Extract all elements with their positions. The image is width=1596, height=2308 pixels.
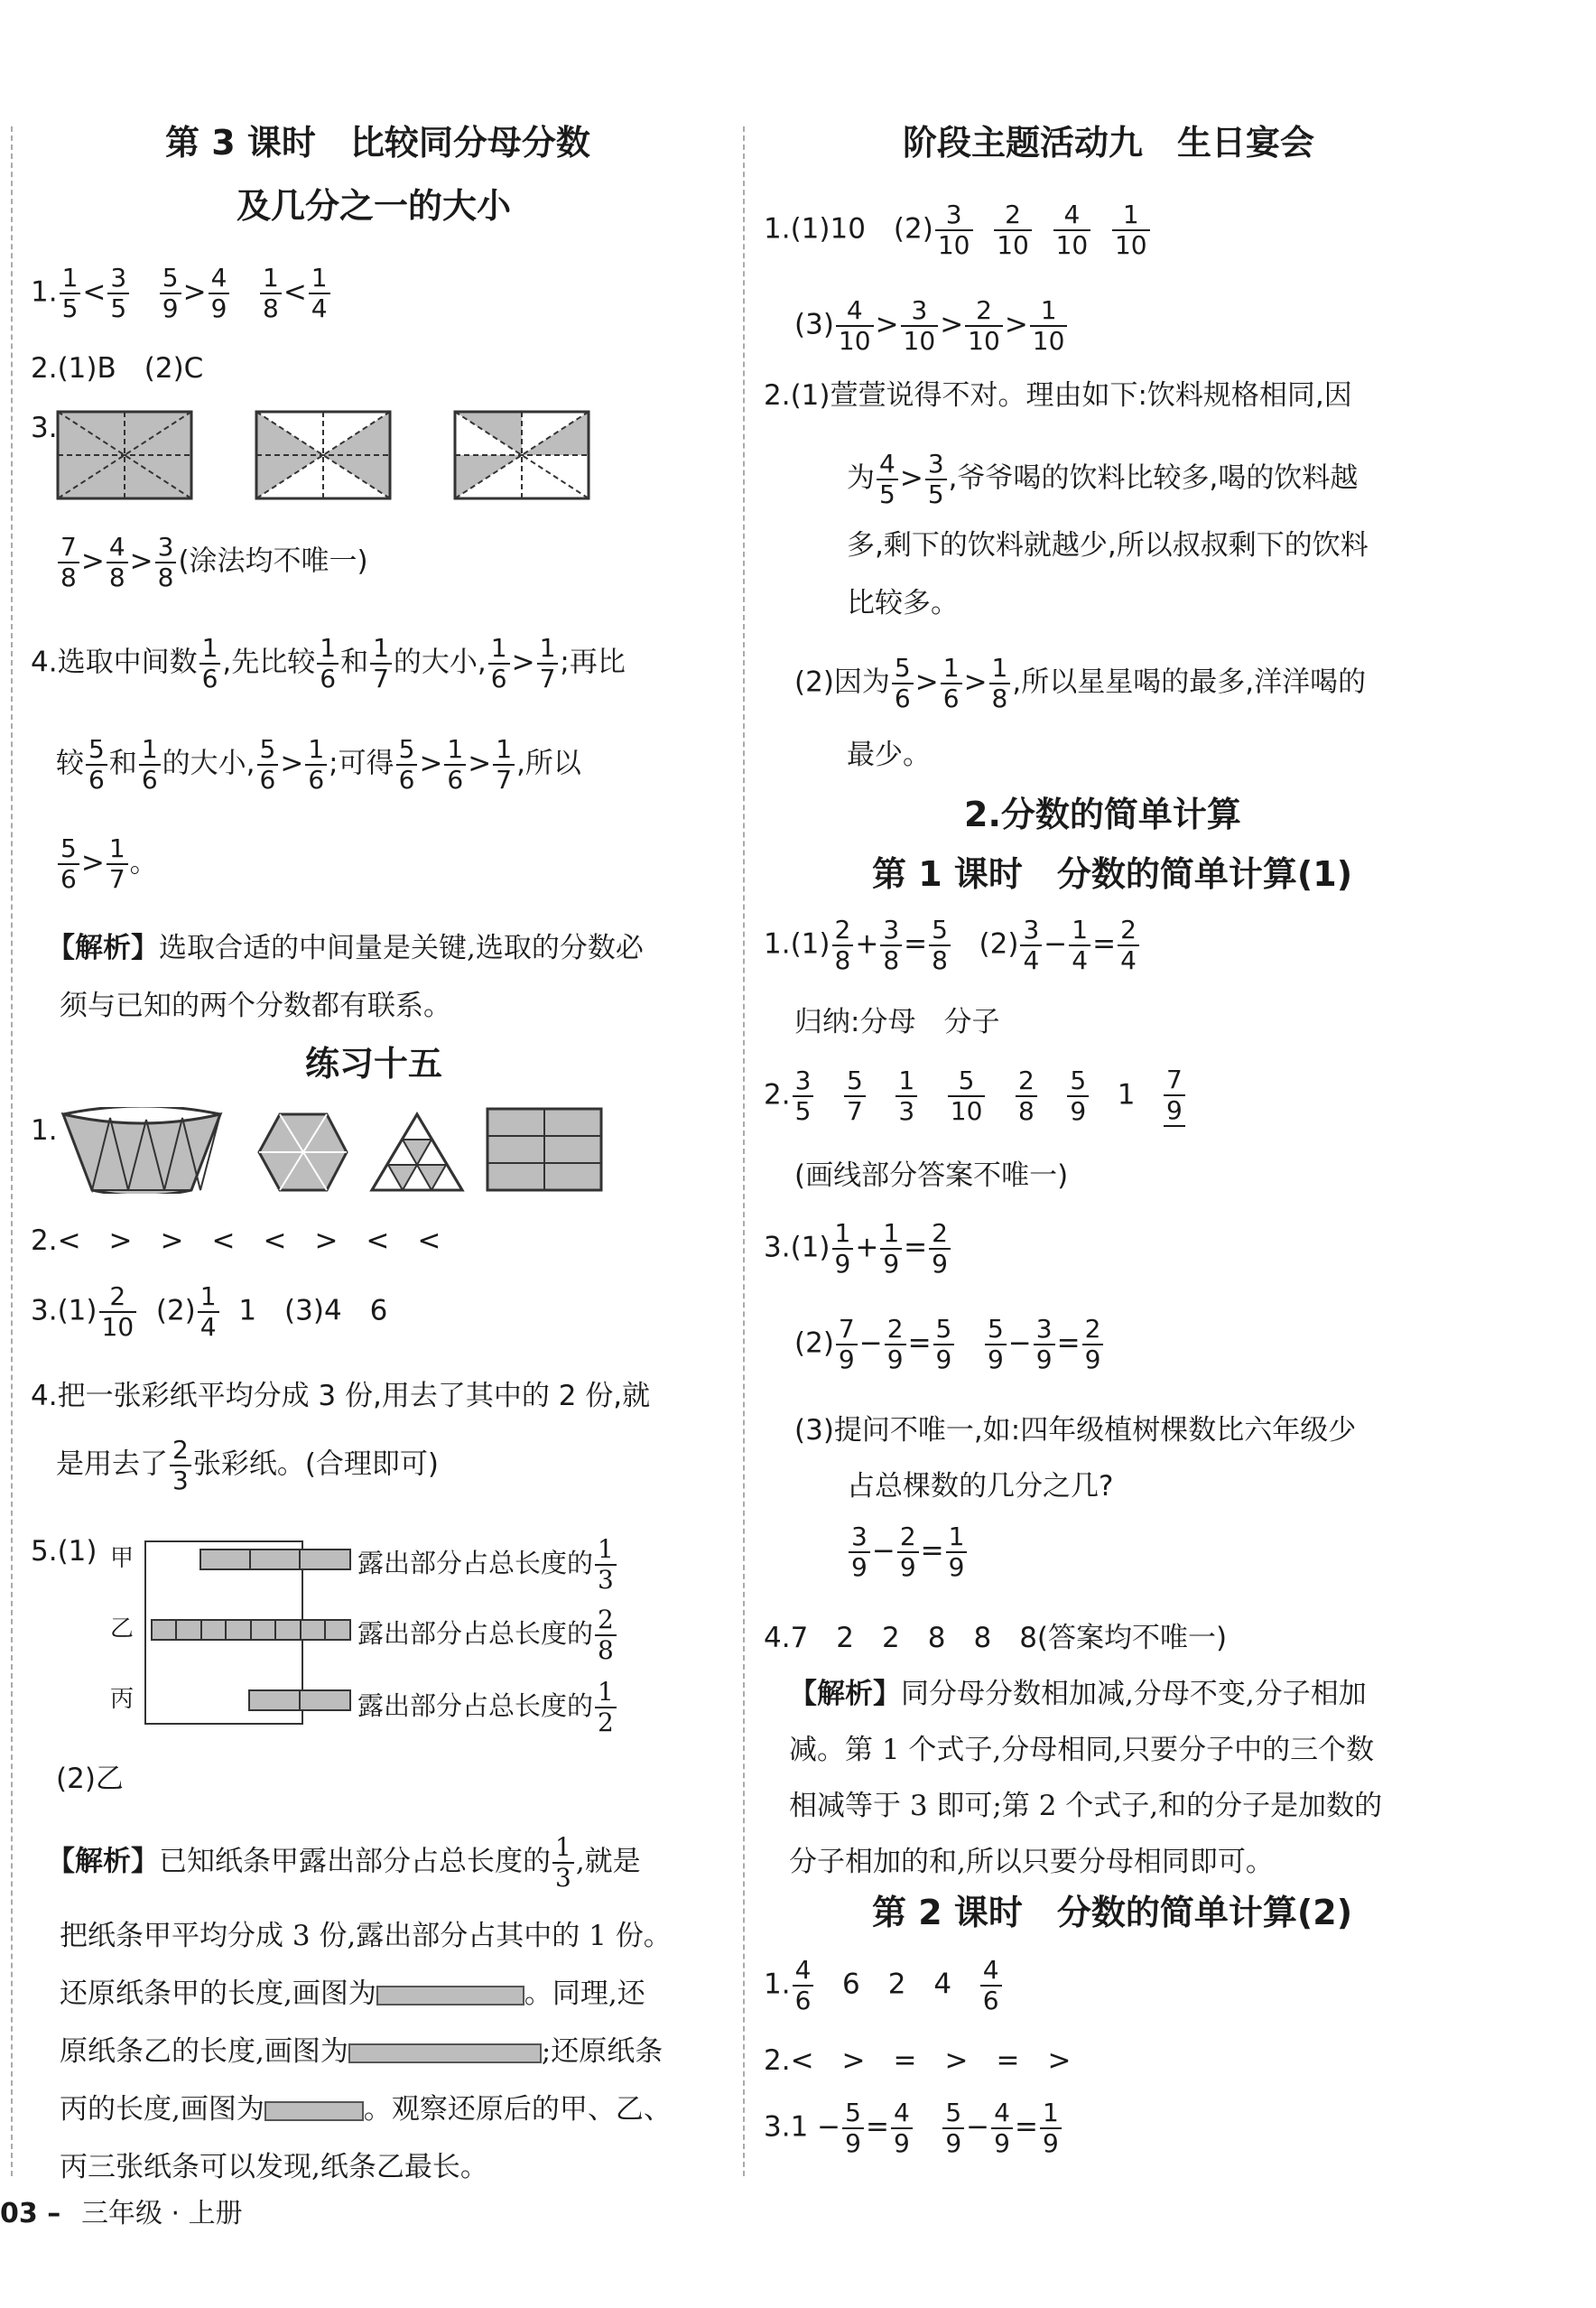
e4-line2: 是用去了 $\frac{2}{3}$ 张彩纸。(合理即可) — [56, 1435, 440, 1495]
lesson3-title-line2: 及几分之一的大小 — [237, 186, 512, 226]
e5-bing-text: 露出部分占总长度的 $\frac{1}{2}$ — [357, 1678, 618, 1737]
strip-drawing-yi — [348, 2043, 542, 2063]
lesson1-title: 第 1 课时 分数的简单计算(1) — [872, 854, 1353, 894]
analysis2-line4: 原纸条乙的长度,画图为 ;还原纸条 — [60, 2035, 663, 2068]
analysis3-line2: 减。第 1 个式子,分母相同,只要分子中的三个数 — [789, 1734, 1375, 1766]
strip-jia — [200, 1550, 350, 1569]
strip-bing — [249, 1690, 350, 1710]
analysis2-line6: 丙三张纸条可以发现,纸条乙最长。 — [60, 2151, 488, 2183]
activity9-title: 阶段主题活动九 生日宴会 — [903, 123, 1315, 163]
e1-label: 1. — [31, 1114, 58, 1147]
analysis1-line1: 【解析】选取合适的中间量是关键,选取的分数必 — [47, 932, 644, 964]
q4-line2: 较 $\frac{5}{6}$ 和 $\frac{1}{6}$ 的大小, $\frac{5}{6}$ > $\frac{1}{6}$ ;可得 $\frac{5}{6}$ > $\frac{1}{6}$ > $\frac{1}{7}$ ,所以 — [56, 734, 581, 795]
q4-line1: 4.选取中间数 $\frac{1}{6}$ ,先比较 $\frac{1}{6}$ 和 $\frac{1}{7}$ 的大小, $\frac{1}{6}$ > $\frac{1}{7}$ ;再比 — [31, 633, 626, 693]
exercise15-title: 练习十五 — [305, 1044, 443, 1084]
t1-answer: 1. $\frac{4}{6}$ 6 2 4 $\frac{4}{6}$ — [764, 1956, 1004, 2015]
e5-part2-answer: (2)乙 — [56, 1763, 124, 1795]
s3-part3-line2: 占总棵数的几分之几? — [847, 1470, 1114, 1503]
q2-answer: 2.(1)B (2)C — [31, 352, 204, 385]
r2-line2: 为 $\frac{4}{5}$ > $\frac{3}{5}$ ,爷爷喝的饮料比较多,喝的饮料越 — [847, 449, 1359, 509]
r2-part2-line1: (2)因为 $\frac{5}{6}$ > $\frac{1}{6}$ > $\frac{1}{8}$ ,所以星星喝的最多,洋洋喝的 — [794, 653, 1367, 713]
s1-summary: 归纳:分母 分子 — [794, 1006, 1000, 1038]
r2-part2-line2: 最少。 — [847, 739, 931, 771]
r1-line2: (3) $\frac{4}{10}$ > $\frac{3}{10}$ > $\frac{2}{10}$ > $\frac{1}{10}$ — [794, 296, 1069, 356]
e4-line1: 4.把一张彩纸平均分成 3 份,用去了其中的 2 份,就 — [31, 1380, 651, 1412]
hexagon-figure — [259, 1114, 347, 1190]
e2-answer: 2.< > > < < > < < — [31, 1224, 441, 1257]
section2-title: 2.分数的简单计算 — [964, 795, 1241, 834]
s1-answer: 1.(1) $\frac{2}{8}$ + $\frac{3}{8}$ = $\frac{5}{8}$ (2) $\frac{3}{4}$ − $\frac{1}{4}$ = $\frac{2}{4}$ — [764, 916, 1141, 975]
s3-part2: (2) $\frac{7}{9}$ − $\frac{2}{9}$ = $\frac{5}{9}$ $\frac{5}{9}$ − $\frac{3}{9}$ = $\frac{2}{9}$ — [794, 1315, 1105, 1374]
strip-drawing-jia — [376, 1986, 524, 2006]
rect-figure-7-8 — [58, 412, 191, 498]
strip-yi — [152, 1620, 350, 1640]
analysis3-line4: 分子相加的和,所以只要分母相同即可。 — [789, 1846, 1274, 1878]
t2-answer: 2.< > = > = > — [764, 2044, 1072, 2077]
r2-line4: 比较多。 — [847, 587, 959, 619]
cylinder-figure — [63, 1107, 220, 1194]
r2-line3: 多,剩下的饮料就越少,所以叔叔剩下的饮料 — [847, 529, 1369, 562]
e5-label: 5.(1) — [31, 1535, 97, 1568]
r2-line1: 2.(1)萱萱说得不对。理由如下:饮料规格相同,因 — [764, 379, 1352, 412]
e5-yi-text: 露出部分占总长度的 $\frac{2}{8}$ — [357, 1605, 618, 1665]
e5-strips — [144, 1535, 361, 1734]
strip-drawing-bing — [264, 2101, 364, 2121]
rect-figure-3-8 — [455, 412, 589, 498]
r1-line1: 1.(1)10 (2) $\frac{3}{10}$ $\frac{2}{10}$ $\frac{4}{10}$ $\frac{1}{10}$ — [764, 200, 1152, 260]
e5-label-yi: 乙 — [110, 1615, 135, 1643]
column-divider-dashed-line — [743, 126, 745, 2176]
page-number: 03 – — [0, 2198, 61, 2229]
t3-answer: 3.1 − $\frac{5}{9}$ = $\frac{4}{9}$ $\frac{5}{9}$ − $\frac{4}{9}$ = $\frac{1}{9}$ — [764, 2099, 1063, 2158]
q4-line3: $\frac{5}{6}$ > $\frac{1}{7}$ 。 — [56, 834, 158, 894]
analysis2-line1: 【解析】已知纸条甲露出部分占总长度的 $\frac{1}{3}$ ,就是 — [47, 1832, 641, 1893]
analysis2-line5: 丙的长度,画图为 。观察还原后的甲、乙、 — [60, 2093, 672, 2126]
triangle-figure — [372, 1114, 462, 1190]
analysis1-line2: 须与已知的两个分数都有联系。 — [60, 990, 451, 1022]
s2-answer: 2. $\frac{3}{5}$ $\frac{5}{7}$ $\frac{1}{3}$ $\frac{5}{10}$ $\frac{2}{8}$ $\frac{5}{9}$ 1 $\frac{7}{9}$ — [764, 1066, 1187, 1127]
s3-part3-expr: $\frac{3}{9}$ − $\frac{2}{9}$ = $\frac{1}{9}$ — [847, 1522, 969, 1582]
lesson2-title: 第 2 课时 分数的简单计算(2) — [872, 1893, 1353, 1932]
e5-label-bing: 丙 — [110, 1686, 135, 1713]
q3-rectangle-figures — [56, 410, 616, 504]
s2-note: (画线部分答案不唯一) — [794, 1159, 1069, 1192]
rect-figure-4-8 — [256, 412, 390, 498]
q1-answer: 1. $\frac{1}{5}$ < $\frac{3}{5}$ $\frac{5}{9}$ > $\frac{4}{9}$ $\frac{1}{8}$ < $\frac{1}{4}$ — [31, 264, 332, 323]
lesson3-title-line1: 第 3 课时 比较同分母分数 — [165, 123, 590, 163]
left-margin-dashed-line — [11, 126, 13, 2176]
analysis2-line3: 还原纸条甲的长度,画图为 。同理,还 — [60, 1978, 645, 2010]
rectangle-grid-figure — [487, 1109, 601, 1190]
e3-answer: 3.(1) $\frac{2}{10}$ (2) $\frac{1}{4}$ 1 (3)4 6 — [31, 1281, 388, 1342]
e5-jia-text: 露出部分占总长度的 $\frac{1}{3}$ — [357, 1535, 618, 1595]
e5-label-jia: 甲 — [110, 1545, 135, 1572]
e1-shape-figures — [56, 1107, 607, 1194]
s3-part3-line1: (3)提问不唯一,如:四年级植树棵数比六年级少 — [794, 1414, 1357, 1447]
analysis3-line3: 相减等于 3 即可;第 2 个式子,和的分子是加数的 — [789, 1790, 1383, 1822]
analysis2-line2: 把纸条甲平均分成 3 份,露出部分占其中的 1 份。 — [60, 1920, 672, 1952]
grade-label: 三年级 · 上册 — [81, 2198, 243, 2229]
q3-answer: $\frac{7}{8}$ > $\frac{4}{8}$ > $\frac{3}{8}$ (涂法均不唯一) — [56, 533, 368, 592]
q3-label: 3. — [31, 412, 58, 444]
analysis3-line1: 【解析】同分母分数相加减,分母不变,分子相加 — [789, 1678, 1367, 1710]
s4-answer: 4.7 2 2 8 8 8(答案均不唯一) — [764, 1622, 1228, 1654]
s3-part1: 3.(1) $\frac{1}{9}$ + $\frac{1}{9}$ = $\frac{2}{9}$ — [764, 1219, 952, 1279]
